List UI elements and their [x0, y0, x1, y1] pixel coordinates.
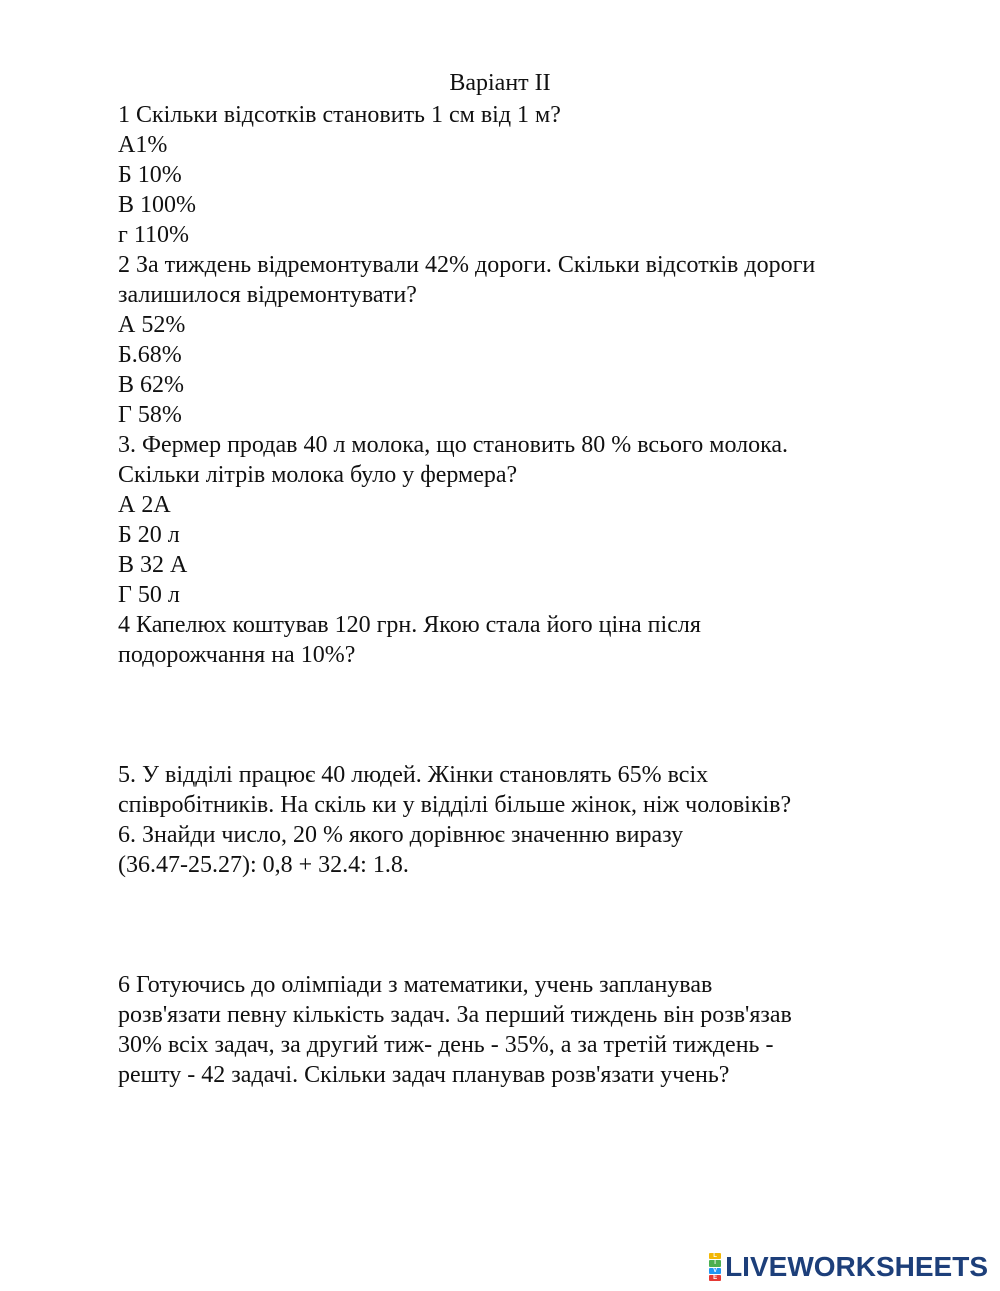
question-1-option-d: г 110%: [118, 222, 189, 248]
question-4-text-line-1: 4 Капелюх коштував 120 грн. Якою стала його ціна після: [118, 612, 701, 638]
question-2-option-c: В 62%: [118, 372, 184, 398]
question-7-text-line-4: решту - 42 задачі. Скільки задач планував розв'язати учень?: [118, 1062, 730, 1088]
liveworksheets-logo-mark: [709, 1253, 721, 1281]
question-7-text-line-1: 6 Готуючись до олімпіади з математики, учень запланував: [118, 972, 713, 998]
question-7-text-line-3: 30% всіх задач, за другий тиж- день - 35%, а за третій тиждень -: [118, 1032, 774, 1058]
page-title: Варіант ІІ: [449, 70, 551, 96]
question-2-option-b: Б.68%: [118, 342, 182, 368]
question-5-text-line-1: 5. У відділі працює 40 людей. Жінки становлять 65% всіх: [118, 762, 709, 788]
question-1-text: 1 Скільки відсотків становить 1 см від 1 м?: [118, 102, 561, 128]
logo-text: LIVEWORKSHEETS: [725, 1251, 988, 1282]
question-1-option-c: В 100%: [118, 192, 196, 218]
question-3-text-line-1: 3. Фермер продав 40 л молока, що становить 80 % всього молока.: [118, 432, 789, 458]
logo-mark-letter: E: [709, 1275, 721, 1281]
question-3-option-d: Г 50 л: [118, 582, 180, 608]
question-5-text-line-2: співробітників. На скіль ки у відділі більше жінок, ніж чоловіків?: [118, 792, 792, 818]
question-2-option-a: А 52%: [118, 312, 186, 338]
question-6-expression: (36.47-25.27): 0,8 + 32.4: 1.8.: [118, 852, 409, 878]
logo-mark-letter: I: [709, 1260, 721, 1266]
question-3-option-c: В 32 А: [118, 552, 188, 578]
question-1-option-b: Б 10%: [118, 162, 182, 188]
question-3-option-a: А 2А: [118, 492, 171, 518]
question-3-text-line-2: Скільки літрів молока було у фермера?: [118, 462, 518, 488]
question-1-option-a: А1%: [118, 132, 168, 158]
question-2-option-d: Г 58%: [118, 402, 182, 428]
question-3-option-b: Б 20 л: [118, 522, 180, 548]
question-7-text-line-2: розв'язати певну кількість задач. За перший тиждень він розв'язав: [118, 1002, 792, 1028]
question-2-text-line-1: 2 За тиждень відремонтували 42% дороги. Скільки відсотків дороги: [118, 252, 816, 278]
question-4-text-line-2: подорожчання на 10%?: [118, 642, 356, 668]
logo-mark-letter: L: [709, 1253, 721, 1259]
question-2-text-line-2: залишилося відремонтувати?: [118, 282, 417, 308]
question-6-text-line-1: 6. Знайди число, 20 % якого дорівнює значенню виразу: [118, 822, 684, 848]
liveworksheets-logo: [709, 1250, 988, 1284]
logo-mark-letter: V: [709, 1268, 721, 1274]
